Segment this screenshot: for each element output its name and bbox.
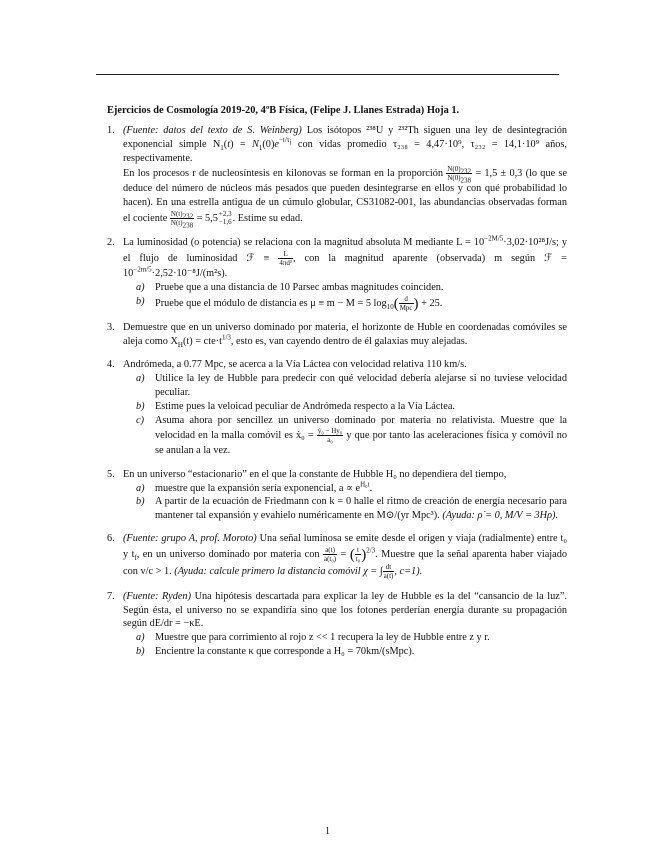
subquestion-a: a) Utilice la ley de Hubble para predecir con qué velocidad debería alejarse si no tuviese velocidad peculiar. xyxy=(136,373,567,399)
subquestion-a: a) Pruebe que a una distancia de 10 Parsec ambas magnitudes coinciden. xyxy=(136,282,444,294)
problem-source: (Fuente: grupo A, prof. Moroto) xyxy=(123,533,257,545)
problem-2: 2. La luminosidad (o potencia) se relaciona con la magnitud absoluta M mediante $L = 10^{-2M/5}\cdot 3,02\cdot 10^{28}J/s$; y el flujo de luminosidad ℱ ≡ $\frac{L}{\text{4πd²}}$ , con la magnitud aparente (observada) m según ℱ = $10^{-2m/5}\cdot 2,52\cdot 10^{-8}J/(m^2s)$. a) Pruebe que a una distancia de 10 Parsec ambas magnitudes coinciden. b) Pruebe que el módulo de distancia es μ ≡ m − M = 5 $\log_{10}$( $\frac{d}{\text{Mpc}}$ ) + 25. xyxy=(107,235,568,312)
problem-7: 7. (Fuente: Ryden) Una hipótesis descartada para explicar la ley de Hubble es la del “cansancio de la luz”. Según ésta, el universo no se expandiría sino que los fotones perderían energía durante su propagación según dE/dr = −κE. a) Muestre que para corrimiento al rojo z << 1 recupera la ley de Hubble entre z y r. b) Encientre la constante κ que corresponde a H₀ = 70km/(sMpc). xyxy=(107,590,567,657)
subquestion-a: a) Muestre que para corrimiento al rojo z << 1 recupera la ley de Hubble entre z y r. xyxy=(136,632,490,644)
problem-source: (Fuente: datos del texto de S. Weinberg) xyxy=(123,125,302,136)
ratio-fraction: $\frac{N(0)_{232}}{N(0)_{238}}$ xyxy=(447,165,472,185)
subquestion-b: b) Pruebe que el módulo de distancia es μ ≡ m − M = 5 $\log_{10}$( $\frac{d}{\text{Mpc}}$ ) + 25. xyxy=(136,294,443,312)
problem-number: 5. xyxy=(107,468,115,480)
subquestion-b: b) Estime pues la veloicad peculiar de Andrómeda respecto a la Vía Láctea. xyxy=(136,400,456,412)
problem-4: 4. Andrómeda, a 0.77 Mpc, se acerca a la Vía Láctea con velocidad relativa 110 km/s. a) Utilice la ley de Hubble para predecir con qué velocidad debería alejarse si no tuviese velocidad peculiar. b) Estime pues la veloicad peculiar de Andrómeda respecto a la Vía Láctea. c) Asuma ahora por sencillez un universo dominado por materia no relativista. Muestre que la velocidad en la malla comóvil es ẋ₀ = $\frac{\text{ẏ₀ − Hy₀}}{\text{a₀}}$ y que por tanto las aceleraciones física y comóvil no se anulan a la vez. xyxy=(107,359,568,457)
abundance-fraction: $\frac{N(t)_{232}}{N(t)_{238}}$ xyxy=(170,209,194,230)
problem-number: 2. xyxy=(107,237,115,249)
problem-number: 6. xyxy=(107,533,115,545)
problem-number: 3. xyxy=(107,322,115,334)
subquestion-c: c) Asuma ahora por sencillez un universo dominado por materia no relativista. Muestre que la velocidad en la malla comóvil es ẋ₀ = $\frac{\text{ẏ₀ − Hy₀}}{\text{a₀}}$ y que por tanto las aceleraciones física y comóvil no se anulan a la vez. xyxy=(136,414,568,457)
page-number: 1 xyxy=(325,826,330,837)
problem-1: 1. (Fuente: datos del texto de S. Weinberg) Los isótopos ²³⁸U y ²³²Th siguen una ley de desintegración exponencial simple $N_1(t) = N_1(0)e^{-t/\tau_i}$ con vidas promedio τ₂₃₈ = 4,47·10⁹, τ₂₃₂ = 14,1·10⁹ años, respectivamente. En los procesos r de nucleosíntesis en kilonovas se forman en la proporción $\frac{N(0)_{232}}{N(0)_{238}}$ = 1,5 ± 0,3 (lo que se deduce del número de núcleos más pesados que pueden desintegrarse en ellos y con qué probabilidad lo hacen). En una estrella antigua de un cúmulo globular, CS31082-001, las abundancias observadas forman el cociente $\frac{N(t)_{232}}{N(t)_{238}}$ = 5,5 +2,3 −1,6 . Estime su edad. xyxy=(107,125,568,230)
problem-number: 4. xyxy=(107,359,115,371)
problem-3: 3. Demuestre que en un universo dominado por materia, el horizonte de Huble en coordenadas comóviles se aleja como $X_H(t) = cte\cdot t^{1/3}$, esto es, van cayendo dentro de él galaxias muy alejadas. xyxy=(107,322,567,350)
problem-number: 1. xyxy=(107,125,115,136)
problem-list xyxy=(107,124,567,668)
subquestion-a: a) muestre que la expansión sería exponencial, $a \propto e^{H_0t}$. xyxy=(136,480,373,494)
problem-6: 6. (Fuente: grupo A, prof. Moroto) Una señal luminosa se emite desde el origen y viaja (radialmente) entre t₀ y $t_f$, en un universo dominado por materia con $\frac{a(t)}{\text{a(t₀)}}$ = ( $\frac{t}{\text{t₀}}$ )$^{2/3}$. Muestre que la señal aparenta haber viajado con v/c > 1. (Ayuda: calcule primero la distancia comóvil χ = ∫ $\frac{dt}{a(t)}$ , c=1). xyxy=(107,533,567,581)
subquestion-b: b) Encientre la constante κ que corresponde a H₀ = 70km/(sMpc). xyxy=(136,645,415,657)
subquestion-b: b) A partir de la ecuación de Friedmann con k = 0 halle el ritmo de creación de energía necesario para mantener tal expansión y evahielo numéricamente en M⊙/(yr Mpc³). (Ayuda: ρ̇ = 0, M/V = 3Hρ). xyxy=(136,496,567,522)
top-rule xyxy=(96,74,559,75)
problem-5: 5. En un universo “estacionario” en el que la constante de Hubble H₀ no dependiera del tiempo, a) muestre que la expansión sería exponencial, $a \propto e^{H_0t}$. b) A partir de la ecuación de Friedmann con k = 0 halle el ritmo de creación de energía necesario para mantener tal expansión y evahielo numéricamente en M⊙/(yr Mpc³). (Ayuda: ρ̇ = 0, M/V = 3Hρ). xyxy=(107,468,567,522)
page-title: Ejercicios de Cosmología 2019-20, 4ºB Física, (Felipe J. Llanes Estrada) Hoja 1. xyxy=(107,105,460,116)
problem-source: (Fuente: Ryden) xyxy=(123,590,191,602)
problem-number: 7. xyxy=(107,590,115,602)
